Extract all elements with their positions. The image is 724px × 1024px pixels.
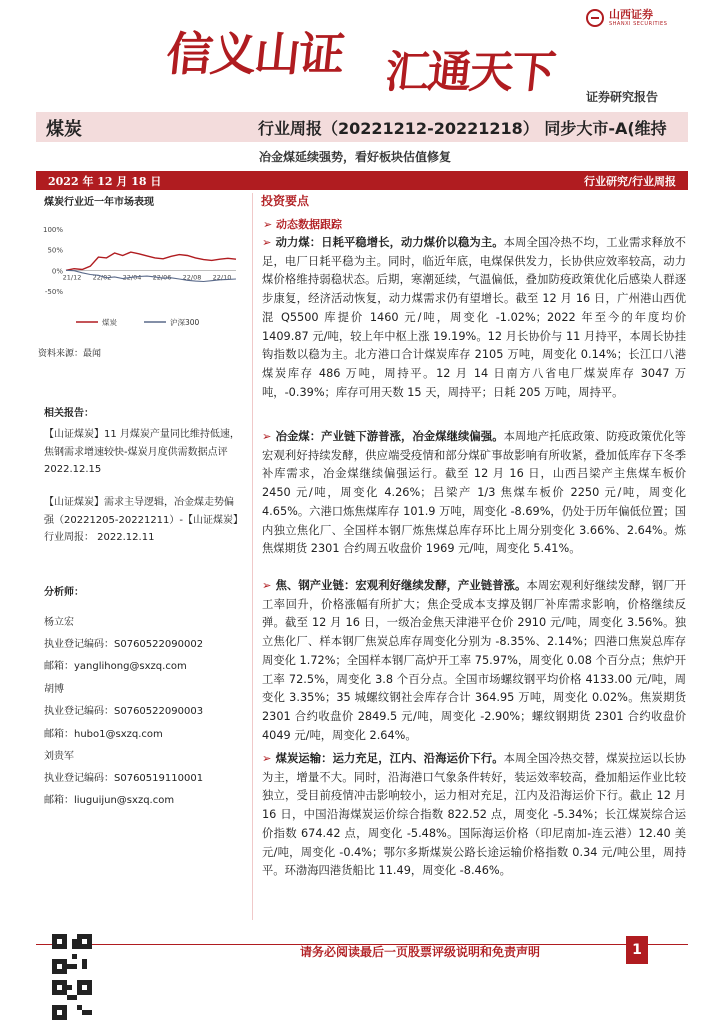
x-tick-label: 22/04: [122, 273, 142, 282]
related-reports-title: 相关报告：: [44, 408, 94, 419]
slogan-part2: 汇通天下: [382, 47, 557, 98]
paragraph-body: 本周全国冷热不均，工业需求释放不足，电厂日耗平稳为主。同时，临近年底，电煤保供发力，长协供应效率较高，动力煤价格维持弱稳状态。后期，寒潮延续，气温偏低，叠加防疫政策优化后感染人群逐步康复，经济活动恢复，动力煤需求仍有望增长。截至 12 月 16 日，广州港山西优混 Q5500 库提价 1460 元/吨，周变化 -1.02%；2022 年至今的年度均价 1409.87 元/吨，较上年中枢上涨 19.19%。12 月长协价与 11 月持平，本周长协挂钩指数以稳为主。北方港口合计煤炭库存 2105 万吨，周变化 0.14%；长江口八港煤炭库存 486 万吨，周持平。12 月 14 日南方八省电厂煤炭库存 3047 万吨，-0.39%；库存可用天数 15 天，周持平；日耗 205 万吨，周持平。: [262, 236, 686, 399]
x-tick-label: 21/12: [62, 273, 82, 282]
title-bar: [36, 112, 688, 142]
market-performance-chart: [36, 207, 246, 340]
section-title: 动态数据跟踪: [276, 218, 343, 231]
date-bar: [36, 171, 688, 190]
analyst-name: 胡博: [44, 684, 64, 695]
paragraph-body: 本周全国冷热交替，煤炭拉运以长协为主，增量不大。同时，沿海港口气象条件转好，装运效率较高，叠加船运作业比较独立，受目前疫情冲击影响较小，运力相对充足，江内及沿海运价下行。截止 12 月 16 日，中国沿海煤炭运价综合指数 822.52 点，周变化 -5.34%；长江煤炭综合运价指数 674.42 点，周变化 -5.48%。国际海运价格（印尼南加-连云港）12.40 美元/吨，周变化 -0.4%；鄂尔多斯煤炭公路长途运输价格指数 0.34 元/吨公里，周持平。环渤海四港货船比 11.49，周变化 -8.46%。: [262, 752, 686, 878]
analyst-cert: 执业登记编码：S0760522090002: [44, 639, 204, 650]
legend-label: 煤炭: [102, 318, 117, 327]
sector-name: 煤炭: [46, 119, 82, 140]
y-tick-label: 0%: [51, 267, 63, 276]
logo-english-name: SHANXI SECURITIES: [609, 21, 668, 27]
logo-mark-icon: [586, 9, 604, 27]
analyst-cert: 执业登记编码：S0760519110001: [44, 773, 204, 784]
qr-code-icon: [52, 980, 92, 1020]
report-subtitle: 冶金煤延续强势，看好板块估值修复: [259, 150, 452, 164]
x-tick-label: 22/10: [212, 273, 232, 282]
section-arrow-icon: ➢: [263, 218, 277, 231]
analysts-title: 分析师：: [44, 587, 84, 598]
page-number: 1: [626, 936, 648, 964]
key-points-title: 投资要点: [261, 194, 310, 208]
chart-title: 煤炭行业近一年市场表现: [44, 197, 154, 208]
bullet-arrow-icon: ➢: [262, 752, 272, 765]
x-tick-label: 22/08: [182, 273, 202, 282]
logo-name: 山西证券: [609, 8, 653, 21]
paragraph-body: 本周地产托底政策、防疫政策优化等宏观利好持续发酵，供应端受疫情和部分煤矿事故影响有所收紧，叠加低库存下冬季补库需求，冶金煤继续偏强运行。截至 12 月 16 日，山西吕梁产主焦煤车板价 2450 元/吨，周变化 4.26%；吕梁产 1/3 焦煤车板价 2250 元/吨，周变化 4.65%。六港口炼焦煤库存 101.9 万吨，周变化 -8.69%，仍处于历年偏低位置；国内独立焦化厂、全国样本钢厂炼焦煤总库存环比上周分别变化 3.66%、2.64%。炼焦煤期货 2301 合约周五收盘价 1969 元/吨，周变化 5.41%。: [262, 430, 686, 556]
section-heading: [263, 216, 342, 232]
bullet-arrow-icon: ➢: [262, 430, 272, 443]
qr-code-icon: [52, 934, 92, 974]
chart-svg: [36, 207, 246, 340]
legend-label: 沪深300: [170, 318, 200, 327]
y-tick-label: -50%: [44, 288, 63, 296]
disclaimer: 请务必阅读最后一页股票评级说明和免责声明: [300, 945, 541, 959]
paragraph-head: 焦、钢产业链：宏观利好继续发酵，产业链普涨。: [275, 579, 527, 592]
analyst-name: 杨立宏: [44, 617, 74, 628]
x-tick-label: 22/06: [152, 273, 172, 282]
series-line-csi300: [66, 270, 236, 281]
paragraph-head: 煤炭运输：运力充足，江内、沿海运价下行。: [275, 752, 504, 765]
bullet-arrow-icon: ➢: [262, 236, 272, 249]
series-line-coal: [66, 252, 236, 270]
paragraph-coal-transport: [262, 750, 686, 881]
report-type: 证券研究报告: [586, 90, 659, 104]
analyst-email[interactable]: 邮箱：yanglihong@sxzq.com: [44, 661, 187, 672]
y-tick-label: 100%: [42, 226, 63, 234]
analyst-email[interactable]: 邮箱：hubo1@sxzq.com: [44, 729, 163, 740]
analyst-cert: 执业登记编码：S0760522090003: [44, 706, 204, 717]
paragraph-head: 冶金煤：产业链下游普涨，冶金煤继续偏强。: [275, 430, 504, 443]
analyst-email[interactable]: 邮箱：liuguijun@sxzq.com: [44, 795, 175, 806]
analyst-name: 刘贵军: [44, 751, 74, 762]
paragraph-coking-coal: [262, 428, 686, 559]
chart-source: 资料来源：最闻: [38, 349, 102, 359]
report-date: 2022 年 12 月 18 日: [48, 175, 162, 188]
paragraph-body: 本周宏观利好继续发酵，钢厂开工率回升，价格涨幅有所扩大；焦企受成本支撑及钢厂补库需求影响，价格继续反弹。截至 12 月 16 日，一级冶金焦天津港平仓价 2910 元/吨，周变化 3.56%。独立焦化厂、样本钢厂焦炭总库存周变化分别为 -8.35%、2.14%；四港口焦炭总库存周变化 1.72%；全国样本钢厂高炉开工率 75.97%，周变化 0.08 个百分点；焦炉开工率 72.5%，周变化 3.8 个百分点。全国市场螺纹钢平均价格 4133.00 元/吨，周变化 3.35%；35 城螺纹钢社会库存合计 364.95 万吨，周变化 0.02%。焦炭期货 2301 合约收盘价 2849.5 元/吨，周变化 -2.90%；螺纹钢期货 2301 合约收盘价 4049 元/吨，周变化 2.64%。: [262, 579, 686, 742]
report-title: 行业周报（20221212-20221218） 同步大市-A(维持: [258, 119, 667, 138]
column-divider: [252, 193, 253, 920]
slogan-part1: 信义山证: [163, 27, 346, 81]
paragraph-thermal-coal: [262, 234, 686, 402]
paragraph-head: 动力煤：日耗平稳增长，动力煤价以稳为主。: [275, 236, 504, 249]
report-category: 行业研究/行业周报: [583, 175, 676, 188]
paragraph-coke-steel: [262, 577, 686, 745]
y-tick-label: 50%: [47, 246, 63, 255]
bullet-arrow-icon: ➢: [262, 579, 272, 592]
related-report-1[interactable]: 【山证煤炭】11 月煤炭产量同比维持低速，焦钢需求增速较快-煤炭月度供需数据点评 2022.12.15: [44, 429, 240, 475]
related-report-2[interactable]: 【山证煤炭】需求主导逻辑，冶金煤走势偏强（20221205-20221211）-【山证煤炭】行业周报： 2022.12.11: [44, 497, 239, 543]
company-logo: [586, 8, 706, 28]
x-tick-label: 22/02: [92, 273, 112, 282]
